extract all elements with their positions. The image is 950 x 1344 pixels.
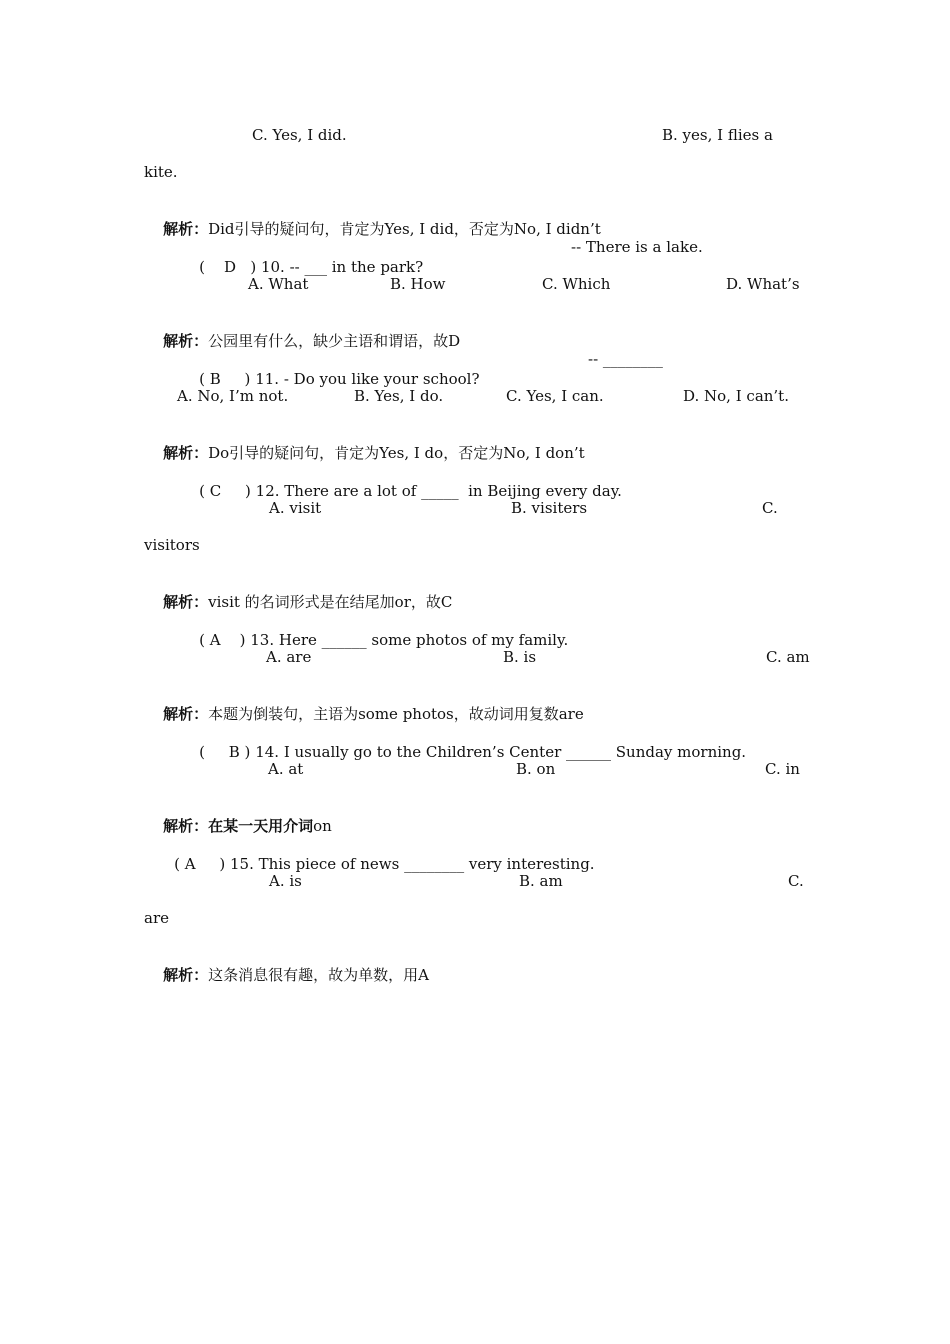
question-stem: 14. I usually go to the Children’s Center ______ Sunday morning. [255, 743, 747, 761]
analysis-label: 解析： [163, 332, 209, 350]
analysis-text: visit 的名词形式是在结尾加or，故C [208, 593, 453, 611]
q15-option-wrap: are [144, 909, 169, 927]
q9-option-wrap: kite. [144, 163, 178, 181]
analysis-text: Did引导的疑问句，肯定为Yes, I did，否定为No, I didn’t [208, 220, 601, 238]
question-stem: 11. - Do you like your school? [255, 370, 480, 388]
analysis-label: 解析： [163, 705, 209, 723]
analysis-text: 这条消息很有趣，故为单数，用A [208, 966, 429, 984]
q15-option-b: B. am [519, 872, 563, 890]
analysis-label: 解析： [163, 220, 209, 238]
question-stem: 12. There are a lot of _____ in Beijing every day. [255, 482, 622, 500]
answer-paren: ( C ) [199, 482, 251, 500]
q15-option-a: A. is [269, 872, 302, 890]
q15-analysis [144, 945, 429, 1005]
q10-option-b: B. How [390, 275, 446, 293]
analysis-text: 公园里有什么，缺少主语和谓语，故D [208, 332, 461, 350]
q12-option-a: A. visit [269, 499, 322, 517]
analysis-label: 解析： [163, 966, 209, 984]
q9-option-c: C. Yes, I did. [252, 126, 347, 144]
q11-option-a: A. No, I’m not. [177, 387, 289, 405]
analysis-text: 本题为倒装句，主语为some photos，故动词用复数are [208, 705, 584, 723]
analysis-label: 解析： [163, 593, 209, 611]
q10-reply: -- There is a lake. [571, 238, 703, 256]
question-stem: 10. -- ___ in the park? [260, 258, 424, 276]
question-stem: 15. This piece of news ________ very interesting. [230, 855, 595, 873]
analysis-label: 解析： [163, 817, 209, 835]
q14-option-b: B. on [516, 760, 556, 778]
analysis-text-bold: 在某一天用介词 [208, 817, 314, 835]
q14-option-a: A. at [268, 760, 304, 778]
analysis-label: 解析： [163, 444, 209, 462]
q11-reply: -- ________ [588, 350, 663, 368]
q11-option-b: B. Yes, I do. [354, 387, 444, 405]
q13-option-b: B. is [503, 648, 537, 666]
q14-stem-line [180, 722, 746, 782]
q10-option-c: C. Which [542, 275, 611, 293]
q12-option-b: B. visiters [511, 499, 588, 517]
q11-option-c: C. Yes, I can. [506, 387, 604, 405]
q10-option-d: D. What’s [726, 275, 800, 293]
answer-paren: ( B ) [199, 370, 251, 388]
analysis-text: Do引导的疑问句，肯定为Yes, I do，否定为No, I don’t [208, 444, 585, 462]
q12-option-wrap: visitors [144, 536, 200, 554]
question-stem: 13. Here ______ some photos of my family. [250, 631, 569, 649]
q15-option-c: C. [788, 872, 804, 890]
q11-option-d: D. No, I can’t. [683, 387, 789, 405]
q10-option-a: A. What [248, 275, 309, 293]
answer-paren: ( B ) [199, 743, 251, 761]
q12-option-c: C. [762, 499, 778, 517]
q13-option-c: C. am [766, 648, 810, 666]
answer-paren: ( A ) [199, 631, 246, 649]
q9-option-b: B. yes, I flies a [662, 126, 773, 144]
q13-option-a: A. are [266, 648, 312, 666]
answer-paren: ( D ) [199, 258, 257, 276]
q14-option-c: C. in [765, 760, 800, 778]
answer-paren: ( A ) [174, 855, 226, 873]
analysis-text: on [313, 817, 332, 835]
